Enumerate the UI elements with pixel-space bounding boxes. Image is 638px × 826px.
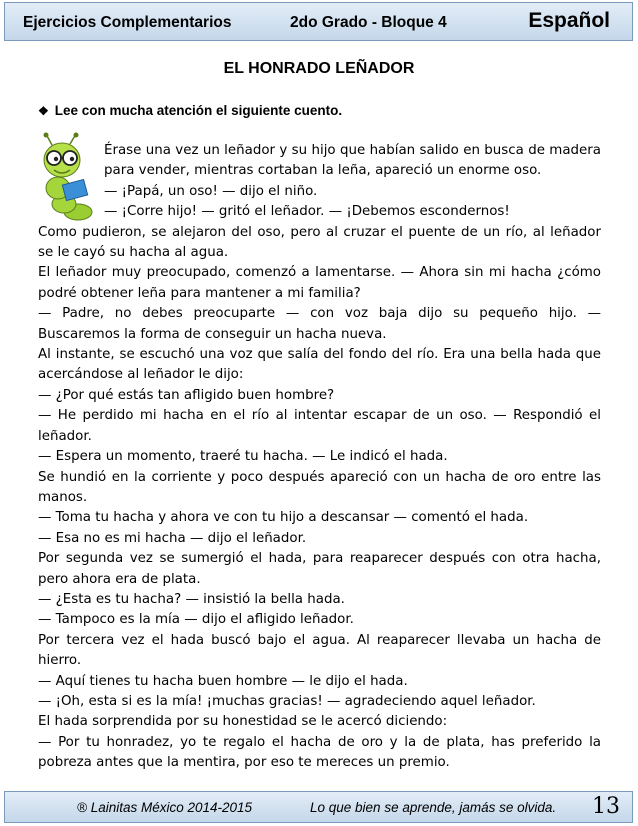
footer-motto: Lo que bien se aprende, jamás se olvida. <box>310 800 557 815</box>
story-paragraph: Como pudieron, se alejaron del oso, pero al cruzar el puente de un río, al leñador se le cayó su hacha al agua. <box>38 224 601 261</box>
story-paragraph: — ¡Papá, un oso! — dijo el niño. <box>104 183 318 199</box>
story-paragraph: — Aquí tienes tu hacha buen hombre — le dijo el hada. <box>38 673 408 689</box>
story-paragraph: — ¡Oh, esta si es la mía! ¡muchas gracias! — agradeciendo aquel leñador. <box>38 693 536 709</box>
story-paragraph: Se hundió en la corriente y poco después apareció con un hacha de oro entre las manos. <box>38 469 601 505</box>
story-body <box>38 141 601 774</box>
story-paragraph: — Espera un momento, traeré tu hacha. — Le indicó el hada. <box>38 449 448 465</box>
story-paragraph: — ¡Corre hijo! — gritó el leñador. — ¡Debemos escondernos! <box>104 204 510 220</box>
story-paragraph: Por tercera vez el hada buscó bajo el agua. Al reaparecer llevaba un hacha de hierro. <box>38 632 601 669</box>
header-subject: Ejercicios Complementarios <box>23 14 232 31</box>
instruction <box>38 103 342 118</box>
story-paragraph: — Esa no es mi hacha — dijo el leñador. <box>38 530 307 546</box>
story-paragraph: El leñador muy preocupado, comenzó a lamentarse. — Ahora sin mi hacha ¿cómo podré obtener leña para mantener a mi familia? <box>38 265 601 301</box>
story-paragraph: El hada sorprendida por su honestidad se le acercó diciendo: <box>38 714 448 730</box>
footer-copyright: ® Lainitas México 2014-2015 <box>77 800 253 815</box>
story-paragraph: — ¿Por qué estás tan afligido buen hombre? <box>38 387 335 403</box>
footer-band <box>4 791 633 823</box>
instruction-text: Lee con mucha atención el siguiente cuento. <box>54 103 343 118</box>
header-language: Español <box>528 9 610 32</box>
story-paragraph: — He perdido mi hacha en el río al intentar escapar de un oso. — Respondió el leñador. <box>38 408 601 444</box>
header-band <box>4 2 633 41</box>
story-paragraph: Érase una vez un leñador y su hijo que habían salido en busca de madera para vender, mientras cortaban la leña, apareció un enorme oso. <box>104 143 601 179</box>
story-title: EL HONRADO LEÑADOR <box>223 60 415 77</box>
story-paragraph: — Padre, no debes preocuparte — con voz baja dijo su pequeño hijo. — Buscaremos la forma de conseguir un hacha nueva. <box>38 306 601 342</box>
story-paragraph: Por segunda vez se sumergió el hada, para reaparecer después con otra hacha, pero ahora era de plata. <box>38 551 601 587</box>
story-paragraph: — Toma tu hacha y ahora ve con tu hijo a descansar — comentó el hada. <box>38 510 529 526</box>
story-paragraph: — Tampoco es la mía — dijo el afligido leñador. <box>38 612 354 628</box>
story-paragraph: — ¿Esta es tu hacha? — insistió la bella hada. <box>38 591 345 607</box>
story-paragraph: — Por tu honradez, yo te regalo el hacha de oro y la de plata, has preferido la pobreza antes que la mentira, por eso te mereces un premio. <box>38 734 601 771</box>
header-grade: 2do Grado - Bloque 4 <box>290 14 447 31</box>
diamond-bullet-icon: ❖ <box>38 104 49 118</box>
page-number: 13 <box>592 794 620 819</box>
story-paragraph: Al instante, se escuchó una voz que salía del fondo del río. Era una bella hada que acercándose al leñador le dijo: <box>38 347 601 383</box>
